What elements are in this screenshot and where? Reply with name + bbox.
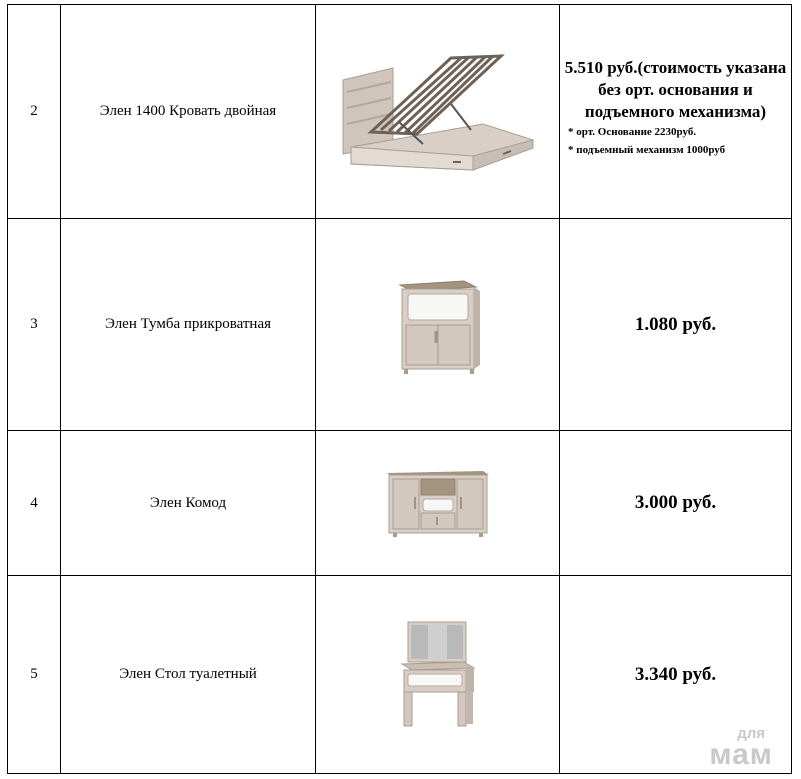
watermark-main-text: мам (709, 738, 773, 771)
price-cell: 1.080 руб. (560, 219, 792, 431)
price-table (7, 4, 792, 774)
price-cell: 3.000 руб. (560, 431, 792, 576)
bed-with-lift-icon (333, 52, 543, 172)
product-name: Элен Тумба прикроватная (61, 219, 316, 431)
product-name: Элен Стол туалетный (61, 576, 316, 774)
product-name: Элен Комод (61, 431, 316, 576)
row-number: 5 (8, 576, 61, 774)
product-name: Элен 1400 Кровать двойная (61, 5, 316, 219)
price-cell: 3.340 руб. (560, 576, 792, 774)
price-cell (560, 5, 792, 219)
price-value: 5.510 руб.(стоимость указана без орт. основания и подъемного механизма) (564, 57, 787, 121)
dresser-icon (383, 467, 493, 539)
row-number: 3 (8, 219, 61, 431)
table-row (8, 431, 792, 576)
vanity-table-icon (398, 620, 478, 730)
row-number: 4 (8, 431, 61, 576)
product-image-cell (316, 5, 560, 219)
nightstand-icon (388, 275, 488, 375)
price-note: * орт. Основание 2230руб. (568, 125, 697, 138)
product-image-cell (316, 219, 560, 431)
site-watermark (709, 726, 773, 769)
table-row (8, 576, 792, 774)
table-row (8, 219, 792, 431)
watermark-top-text: для (737, 725, 765, 742)
product-image-cell (316, 576, 560, 774)
row-number: 2 (8, 5, 61, 219)
table-row (8, 5, 792, 219)
product-image-cell (316, 431, 560, 576)
price-note: * подъемный механизм 1000руб (568, 143, 726, 156)
